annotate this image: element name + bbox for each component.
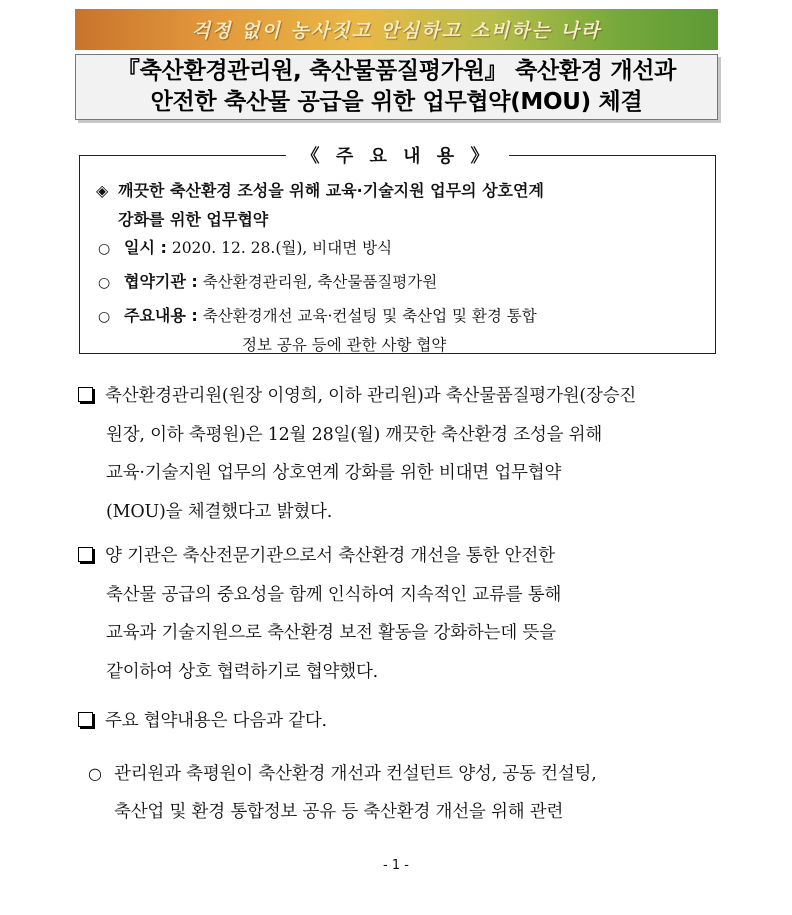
checkbox-bullet-icon [78,387,93,402]
summary-label-parties: 협약기관 : [124,272,198,291]
paragraph-line: 교육과 기술지원으로 축산환경 보전 활동을 강화하는데 뜻을 [106,623,556,643]
slogan-text: 걱정 없이 농사짓고 안심하고 소비하는 나라 [191,20,602,42]
paragraph-line: 같이하여 상호 협력하기로 협약했다. [106,661,379,682]
paragraph-line: 축산환경관리원(원장 이영희, 이하 관리원)과 축산물품질평가원(장승진 [105,386,637,406]
slogan-banner [75,9,718,50]
title-line-1: 『축산환경관리원, 축산물품질평가원』 축산환경 개선과 [116,58,677,84]
summary-main-line-2: 강화를 위한 업무협약 [118,210,269,229]
checkbox-bullet-icon [78,712,93,727]
summary-value-content: 축산환경개선 교육·컨설팅 및 축산업 및 환경 통합 [202,307,537,325]
summary-value-date: 2020. 12. 28.(월), 비대면 방식 [171,239,393,257]
paragraph-line: 원장, 이하 축평원)은 12월 28일(월) 깨끗한 축산환경 조성을 위해 [106,424,603,445]
summary-row-content [98,302,710,359]
paragraph-3 [75,702,717,741]
circle-bullet-icon: ○ [98,241,111,257]
paragraph-line: 양 기관은 축산전문기관으로서 축산환경 개선을 통한 안전한 [105,546,555,566]
sub-item-line-2: 축산업 및 환경 통합정보 공유 등 축산환경 개선을 위해 관련 [114,802,564,822]
summary-row-date [98,234,710,263]
circle-bullet-icon: ○ [88,764,102,783]
paragraph-line: 축산물 공급의 중요성을 함께 인식하여 지속적인 교류를 통해 [106,584,562,605]
sub-item [88,755,718,831]
summary-value-content-cont: 정보 공유 등에 관한 사항 협약 [242,336,447,354]
title-line-2: 안전한 축산물 공급을 위한 업무협약(MOU) 체결 [150,89,643,115]
summary-row-parties [98,268,710,297]
diamond-bullet-icon: ◈ [96,181,109,200]
summary-value-parties: 축산환경관리원, 축산물품질평가원 [202,273,438,291]
summary-heading: 《 주 요 내 용 》 [286,142,510,168]
paragraph-1 [75,377,717,531]
circle-bullet-icon: ○ [98,309,111,325]
summary-box [79,146,716,354]
paragraph-line: (MOU)을 체결했다고 밝혔다. [106,501,333,522]
summary-main-bullet [96,176,708,234]
summary-label-content: 주요내용 : [124,306,198,325]
checkbox-bullet-icon [78,547,93,562]
paragraph-line: 교육·기술지원 업무의 상호연계 강화를 위한 비대면 업무협약 [106,463,562,483]
document-title-box [75,54,718,120]
paragraph-line: 주요 협약내용은 다음과 같다. [105,711,327,731]
page-number: - 1 - [383,858,409,873]
circle-bullet-icon: ○ [98,275,111,291]
summary-label-date: 일시 : [124,238,167,257]
paragraph-2 [75,537,717,691]
sub-item-line-1: 관리원과 축평원이 축산환경 개선과 컨설턴트 양성, 공동 컨설팅, [114,764,597,784]
summary-main-line-1: 깨끗한 축산환경 조성을 위해 교육·기술지원 업무의 상호연계 [118,181,544,200]
